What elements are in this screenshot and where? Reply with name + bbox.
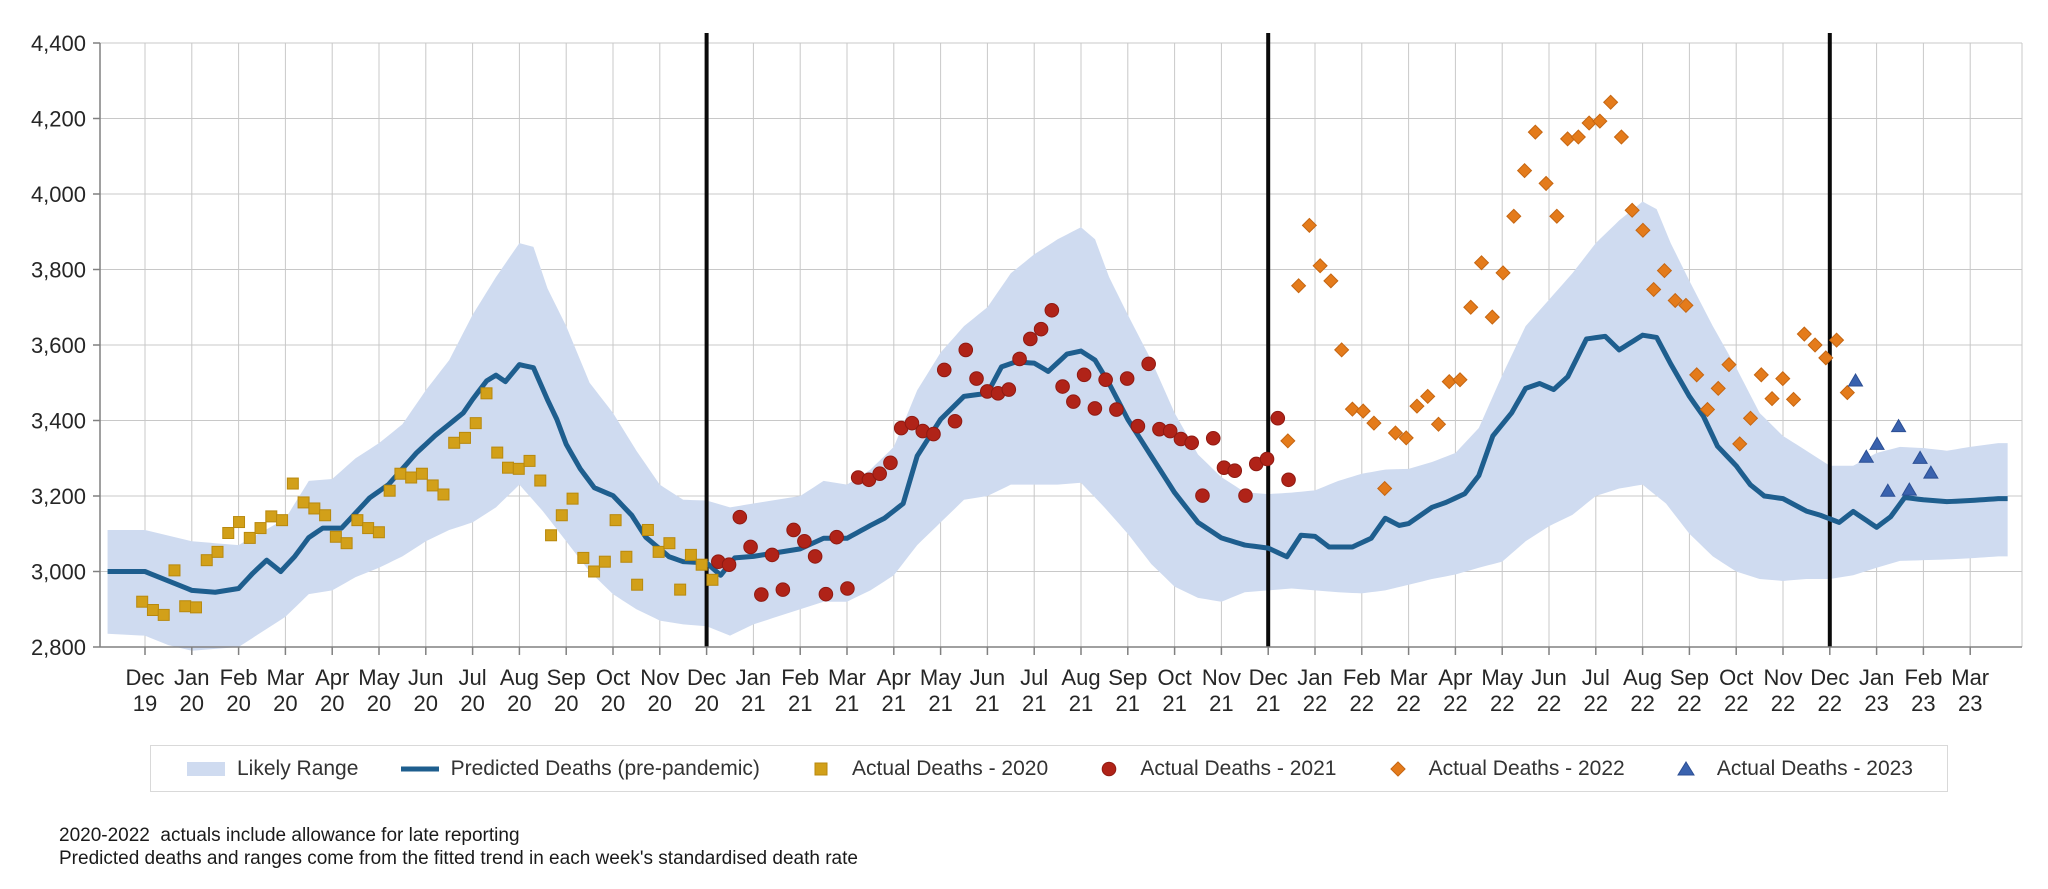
svg-text:3,200: 3,200: [30, 484, 86, 509]
svg-text:May: May: [919, 665, 962, 690]
svg-text:Mar: Mar: [828, 665, 866, 690]
svg-text:Dec: Dec: [1810, 665, 1850, 690]
y-axis-tick-labels: [31, 31, 100, 660]
legend-item-diamond: [1377, 757, 1625, 781]
line-legend-icon: [399, 759, 441, 779]
svg-text:22: 22: [1630, 691, 1655, 716]
svg-text:20: 20: [507, 691, 532, 716]
svg-text:Sep: Sep: [546, 665, 586, 690]
svg-text:Mar: Mar: [266, 665, 305, 690]
svg-text:May: May: [1481, 665, 1523, 690]
svg-text:21: 21: [928, 691, 953, 716]
svg-text:Jan: Jan: [174, 665, 210, 690]
svg-text:Sep: Sep: [1669, 665, 1709, 690]
legend-item-square: [800, 757, 1048, 781]
svg-text:23: 23: [1864, 691, 1889, 716]
svg-text:22: 22: [1583, 691, 1609, 716]
legend-label: Actual Deaths - 2021: [1140, 756, 1337, 780]
legend-item-band: [185, 757, 358, 781]
svg-text:May: May: [358, 665, 400, 690]
svg-text:20: 20: [226, 691, 251, 716]
legend-item-triangle: [1665, 757, 1913, 781]
legend-label: Likely Range: [237, 756, 359, 780]
svg-text:22: 22: [1770, 691, 1796, 716]
likely-range-band: [108, 202, 2008, 651]
svg-text:Aug: Aug: [1061, 665, 1101, 690]
svg-text:3,000: 3,000: [30, 559, 86, 585]
svg-text:21: 21: [975, 691, 1000, 716]
footnote-predicted-method: Predicted deaths and ranges come from the fitted trend in each week's standardised death rate: [59, 848, 858, 869]
svg-text:21: 21: [1068, 691, 1094, 716]
svg-text:Oct: Oct: [595, 665, 631, 690]
svg-text:Dec: Dec: [687, 665, 727, 690]
svg-text:20: 20: [319, 691, 345, 716]
svg-text:Mar: Mar: [1389, 665, 1428, 690]
svg-text:Sep: Sep: [1108, 665, 1148, 690]
svg-text:20: 20: [694, 691, 719, 716]
svg-text:20: 20: [460, 691, 485, 716]
svg-text:3,600: 3,600: [30, 333, 86, 358]
svg-text:20: 20: [553, 691, 579, 716]
svg-text:Feb: Feb: [219, 665, 258, 690]
svg-text:3,400: 3,400: [30, 408, 86, 434]
svg-text:Jan: Jan: [1297, 665, 1333, 690]
svg-text:22: 22: [1349, 691, 1375, 716]
svg-text:22: 22: [1817, 691, 1843, 716]
svg-text:Jun: Jun: [969, 665, 1006, 690]
circle-legend-icon: [1088, 759, 1130, 779]
legend-label: Predicted Deaths (pre-pandemic): [450, 756, 760, 780]
svg-text:4,200: 4,200: [30, 106, 86, 132]
svg-text:Jan: Jan: [1858, 665, 1895, 690]
svg-text:Jul: Jul: [1581, 665, 1610, 690]
svg-text:23: 23: [1957, 691, 1983, 716]
svg-text:Jul: Jul: [1020, 665, 1049, 690]
svg-text:23: 23: [1911, 691, 1936, 716]
svg-text:20: 20: [647, 691, 673, 716]
svg-text:21: 21: [1162, 691, 1187, 716]
svg-text:19: 19: [132, 691, 158, 716]
svg-text:21: 21: [1255, 691, 1281, 716]
svg-text:Jun: Jun: [1531, 665, 1567, 690]
svg-text:22: 22: [1536, 691, 1562, 716]
svg-text:Dec: Dec: [125, 665, 165, 690]
band-legend-icon: [185, 759, 227, 779]
legend-label: Actual Deaths - 2022: [1428, 756, 1625, 780]
svg-text:Aug: Aug: [1623, 665, 1663, 690]
square-legend-icon: [800, 759, 842, 779]
svg-text:Nov: Nov: [1201, 665, 1241, 690]
svg-text:20: 20: [366, 691, 392, 716]
x-axis-tick-labels: [125, 647, 1989, 716]
svg-text:20: 20: [179, 691, 205, 716]
svg-text:Apr: Apr: [876, 665, 911, 690]
svg-text:21: 21: [741, 691, 766, 716]
svg-text:4,000: 4,000: [30, 182, 86, 207]
svg-text:22: 22: [1677, 691, 1702, 716]
svg-text:21: 21: [1115, 691, 1141, 716]
svg-text:Feb: Feb: [781, 665, 820, 690]
svg-text:Jan: Jan: [735, 665, 772, 690]
svg-text:Apr: Apr: [1438, 665, 1473, 690]
legend-item-line: [399, 757, 760, 781]
svg-text:Feb: Feb: [1342, 665, 1381, 690]
svg-text:20: 20: [273, 691, 298, 716]
svg-text:Apr: Apr: [315, 665, 350, 690]
svg-text:Dec: Dec: [1248, 665, 1288, 690]
diamond-legend-icon: [1377, 759, 1419, 779]
svg-text:22: 22: [1443, 691, 1468, 716]
svg-text:20: 20: [600, 691, 626, 716]
svg-text:Jun: Jun: [408, 665, 444, 690]
svg-text:21: 21: [881, 691, 907, 716]
legend-label: Actual Deaths - 2020: [852, 756, 1049, 780]
svg-text:2,800: 2,800: [30, 635, 86, 660]
svg-text:22: 22: [1302, 691, 1328, 716]
svg-text:21: 21: [1021, 691, 1047, 716]
svg-text:22: 22: [1489, 691, 1515, 716]
footnote-late-reporting: 2020-2022 actuals include allowance for late reporting: [59, 825, 520, 846]
svg-text:Mar: Mar: [1951, 665, 1990, 690]
svg-text:4,400: 4,400: [30, 31, 86, 56]
svg-text:22: 22: [1396, 691, 1421, 716]
svg-text:22: 22: [1723, 691, 1749, 716]
svg-text:21: 21: [1209, 691, 1234, 716]
svg-text:Feb: Feb: [1904, 665, 1943, 690]
svg-text:Oct: Oct: [1157, 665, 1192, 690]
svg-text:Nov: Nov: [640, 665, 680, 690]
svg-text:21: 21: [834, 691, 860, 716]
svg-text:Aug: Aug: [499, 665, 539, 690]
legend-label: Actual Deaths - 2023: [1716, 756, 1913, 780]
legend-item-circle: [1088, 757, 1336, 781]
chart-legend: [150, 745, 1948, 792]
svg-text:3,800: 3,800: [30, 257, 86, 283]
svg-text:Nov: Nov: [1763, 665, 1803, 690]
triangle-legend-icon: [1665, 759, 1707, 779]
svg-text:Jul: Jul: [458, 665, 487, 690]
svg-text:21: 21: [787, 691, 813, 716]
svg-text:Oct: Oct: [1719, 665, 1754, 690]
svg-text:20: 20: [413, 691, 439, 716]
